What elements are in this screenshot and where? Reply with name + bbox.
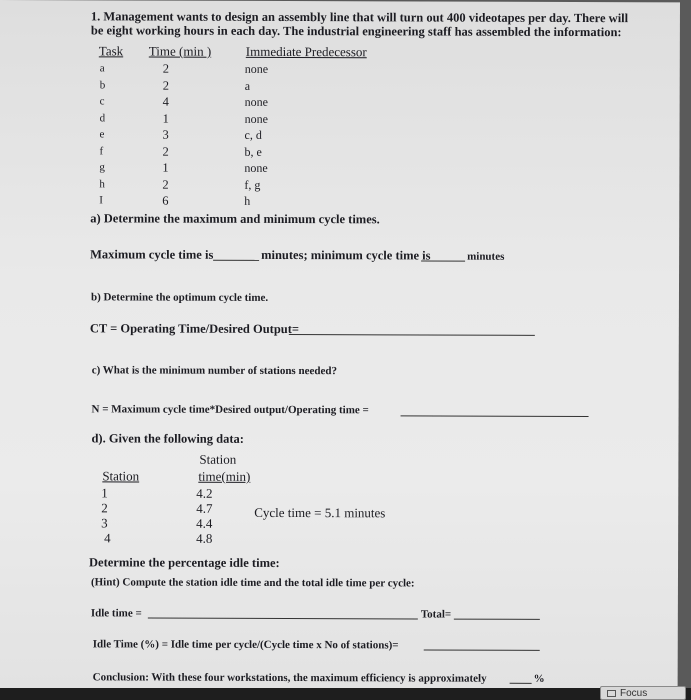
total-label: Total=	[420, 608, 452, 621]
part-d-heading: d). Given the following data:	[91, 431, 244, 446]
task-predecessor: none	[244, 61, 269, 76]
min-cycle-blank[interactable]	[421, 260, 465, 261]
task-time: 2	[162, 144, 169, 159]
task-predecessor: f, g	[244, 177, 261, 192]
n-formula: N = Maximum cycle time*Desired output/Operating time =	[91, 403, 369, 417]
percent-sign: %	[533, 672, 545, 685]
total-blank[interactable]	[454, 619, 540, 620]
station-time: 4.2	[196, 485, 213, 501]
station-time-header-line1: Station	[199, 451, 237, 467]
idle-percent-blank[interactable]	[424, 649, 540, 650]
predecessor-header: Immediate Predecessor	[245, 43, 367, 60]
question-line-1: 1. Management wants to design an assembly line that will turn out 400 videotapes per day. There will	[90, 9, 629, 26]
max-cycle-blank[interactable]	[213, 260, 259, 261]
task-time: 1	[162, 160, 169, 175]
task-id: d	[99, 111, 106, 124]
idle-instruction: Determine the percentage idle time:	[89, 555, 280, 570]
ct-formula: CT = Operating Time/Desired Output=	[89, 321, 300, 337]
station-header: Station	[102, 468, 140, 484]
idle-time-blank[interactable]	[148, 618, 418, 620]
max-cycle-label: Maximum cycle time is	[90, 247, 214, 262]
task-predecessor: c, d	[244, 127, 262, 142]
task-predecessor: none	[244, 94, 268, 109]
task-id: f	[99, 144, 104, 157]
task-predecessor: h	[244, 193, 251, 208]
task-time: 4	[162, 94, 169, 109]
part-c-heading: c) What is the minimum number of stations needed?	[91, 364, 338, 378]
conclusion-text: Conclusion: With these four workstations, the maximum efficiency is approximately	[92, 671, 487, 685]
cycle-time-note: Cycle time = 5.1 minutes	[254, 504, 386, 521]
task-id: I	[99, 194, 103, 207]
station-number: 1	[101, 485, 108, 501]
station-number: 4	[104, 530, 111, 546]
task-id: e	[99, 128, 105, 141]
time-header: Time (min )	[148, 43, 212, 59]
task-id: h	[99, 177, 105, 190]
efficiency-blank[interactable]	[510, 683, 532, 684]
station-time: 4.7	[196, 500, 213, 516]
task-header: Task	[98, 43, 124, 59]
task-time: 2	[162, 61, 170, 76]
focus-label: Focus	[620, 687, 648, 699]
question-line-2: be eight working hours in each day. The industrial engineering staff has assembled the information:	[90, 23, 622, 40]
station-time-header-line2: time(min)	[198, 468, 251, 484]
task-time: 2	[162, 177, 169, 192]
n-answer-blank[interactable]	[401, 415, 589, 417]
task-time: 6	[162, 193, 169, 208]
task-id: g	[99, 161, 105, 174]
task-time: 1	[162, 111, 169, 126]
focus-button[interactable]	[600, 686, 686, 700]
task-predecessor: none	[244, 160, 268, 175]
task-predecessor: b, e	[244, 144, 262, 159]
task-time: 2	[162, 78, 169, 93]
focus-icon	[607, 690, 616, 697]
task-id: c	[99, 95, 105, 108]
task-time: 3	[162, 127, 169, 142]
station-number: 3	[101, 515, 108, 531]
hint-text: (Hint) Compute the station idle time and the total idle time per cycle:	[90, 576, 415, 590]
station-time: 4.8	[196, 530, 213, 546]
task-predecessor: a	[244, 78, 251, 93]
part-b-heading: b) Determine the optimum cycle time.	[90, 291, 269, 304]
idle-time-label: Idle time =	[90, 607, 142, 620]
idle-percent-formula: Idle Time (%) = Idle time per cycle/(Cycle time x No of stations)=	[92, 638, 399, 652]
station-time: 4.4	[196, 515, 213, 531]
part-a-heading: a) Determine the maximum and minimum cycle times.	[90, 211, 380, 227]
ct-answer-blank[interactable]	[289, 334, 535, 336]
bottom-bar	[0, 688, 691, 700]
minutes-unit: minutes	[467, 250, 505, 263]
task-id: a	[99, 62, 105, 75]
min-cycle-label: minutes; minimum cycle time is	[261, 247, 431, 263]
task-id: b	[99, 78, 106, 91]
task-predecessor: none	[244, 111, 268, 126]
station-number: 2	[101, 500, 108, 516]
